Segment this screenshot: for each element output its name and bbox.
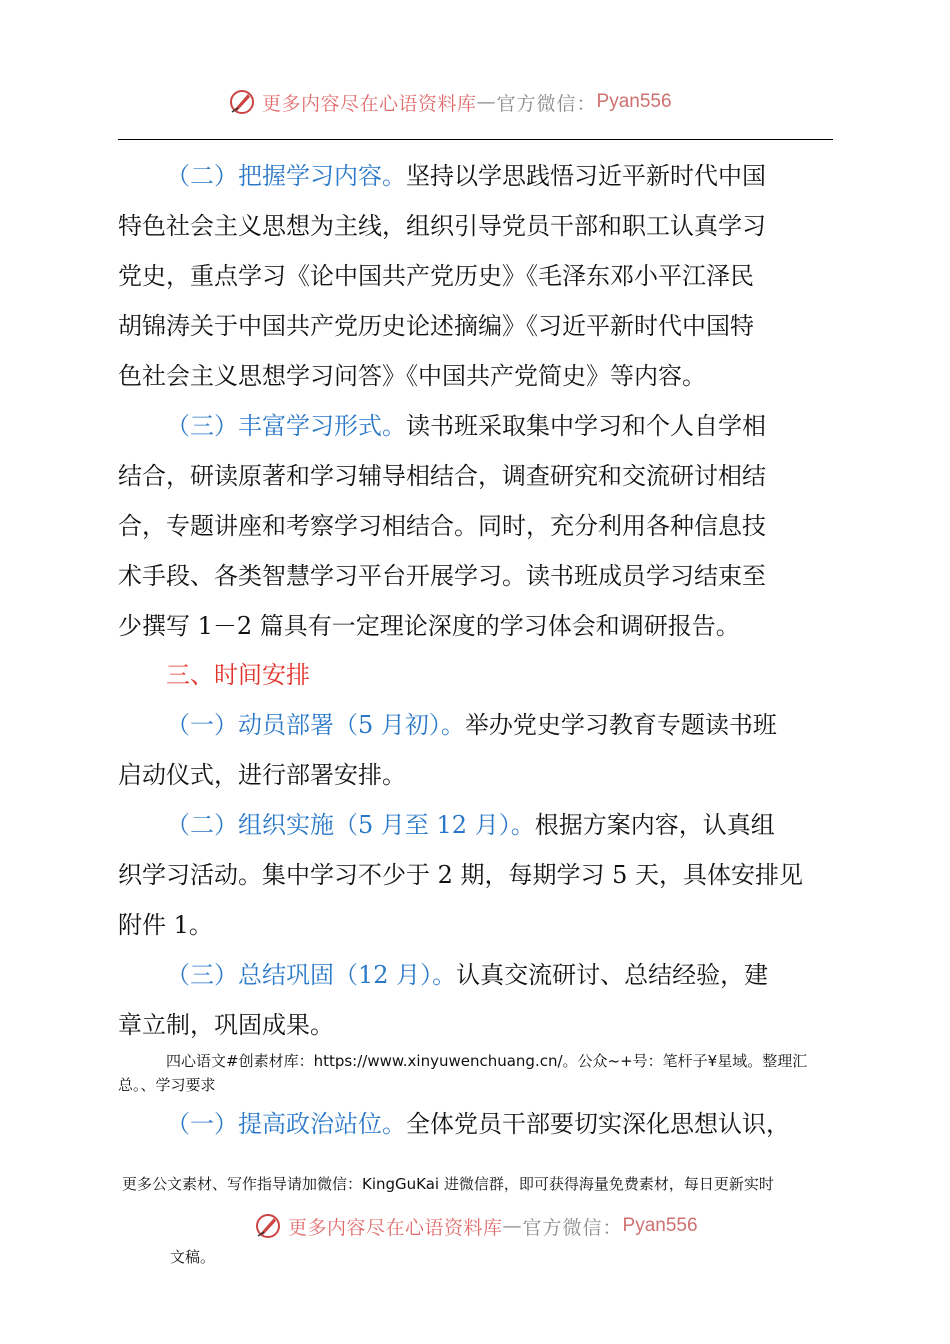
footer-line2: 文稿。 xyxy=(170,1248,216,1266)
paragraph-line: 党史，重点学习《论中国共产党历史》《毛泽东邓小平江泽民 xyxy=(118,262,754,290)
paragraph-line: 少撰写 1－2 篇具有一定理论深度的学习体会和调研报告。 xyxy=(118,612,740,640)
watermark-brand: 更多内容尽在心语资料库 xyxy=(262,92,477,115)
paragraph-line: 附件 1。 xyxy=(118,911,213,939)
watermark-brand: 更多内容尽在心语资料库 xyxy=(288,1216,503,1239)
paragraph-line: 胡锦涛关于中国共产党历史论述摘编》《习近平新时代中国特 xyxy=(118,312,754,340)
inline-note-line1: 四心语文#创素材库：https://www.xinyuwenchuang.cn/。公众~+号：笔杆子¥星域。整理汇 xyxy=(166,1052,808,1070)
footer-watermark xyxy=(254,1212,698,1240)
paragraph-line: （二）把握学习内容。坚持以学思践悟习近平新时代中国 xyxy=(166,162,766,190)
watermark-id: Pyan556 xyxy=(596,91,672,112)
paragraph-line: 色社会主义思想学习问答》《中国共产党简史》等内容。 xyxy=(118,362,706,390)
section-heading: 三、时间安排 xyxy=(166,661,310,689)
paragraph-line: （一）提高政治站位。全体党员干部要切实深化思想认识， xyxy=(166,1110,790,1138)
watermark-dash: — xyxy=(502,1215,523,1237)
watermark-label: 官方微信： xyxy=(496,92,597,115)
paragraph-line: 结合，研读原著和学习辅导相结合，调查研究和交流研讨相结 xyxy=(118,462,766,490)
footer-line1: 更多公文素材、写作指导请加微信：KingGuKai 进微信群，即可获得海量免费素材，每日更新实时 xyxy=(122,1175,774,1193)
watermark-dash: — xyxy=(476,91,497,113)
paragraph-line: 术手段、各类智慧学习平台开展学习。读书班成员学习结束至 xyxy=(118,562,766,590)
paragraph-line: （三）丰富学习形式。读书班采取集中学习和个人自学相 xyxy=(166,412,766,440)
watermark-label: 官方微信： xyxy=(522,1216,623,1239)
paragraph-lead: （三）总结巩固（12 月）。 xyxy=(166,961,457,989)
paragraph-line: 织学习活动。集中学习不少于 2 期，每期学习 5 天，具体安排见 xyxy=(118,861,804,889)
header-watermark xyxy=(228,88,672,116)
paragraph-line: 合，专题讲座和考察学习相结合。同时，充分利用各种信息技 xyxy=(118,512,766,540)
paragraph-lead: （三）丰富学习形式。 xyxy=(166,412,406,440)
paragraph-lead: （二）把握学习内容。 xyxy=(166,162,406,190)
quill-logo-icon xyxy=(228,88,256,116)
inline-note-line2: 总。、学习要求 xyxy=(118,1076,216,1094)
quill-logo-icon xyxy=(254,1212,282,1240)
paragraph-lead: （一）动员部署（5 月初）。 xyxy=(166,711,465,739)
paragraph-line: 特色社会主义思想为主线，组织引导党员干部和职工认真学习 xyxy=(118,212,766,240)
paragraph-line: （三）总结巩固（12 月）。认真交流研讨、总结经验，建 xyxy=(166,961,769,989)
paragraph-line: （一）动员部署（5 月初）。举办党史学习教育专题读书班 xyxy=(166,711,777,739)
paragraph-lead: （一）提高政治站位。 xyxy=(166,1110,406,1138)
watermark-id: Pyan556 xyxy=(622,1215,698,1236)
paragraph-lead: （二）组织实施（5 月至 12 月）。 xyxy=(166,811,535,839)
paragraph-line: （二）组织实施（5 月至 12 月）。根据方案内容，认真组 xyxy=(166,811,775,839)
paragraph-line: 章立制，巩固成果。 xyxy=(118,1011,334,1039)
header-rule xyxy=(118,139,833,140)
paragraph-line: 启动仪式，进行部署安排。 xyxy=(118,761,406,789)
